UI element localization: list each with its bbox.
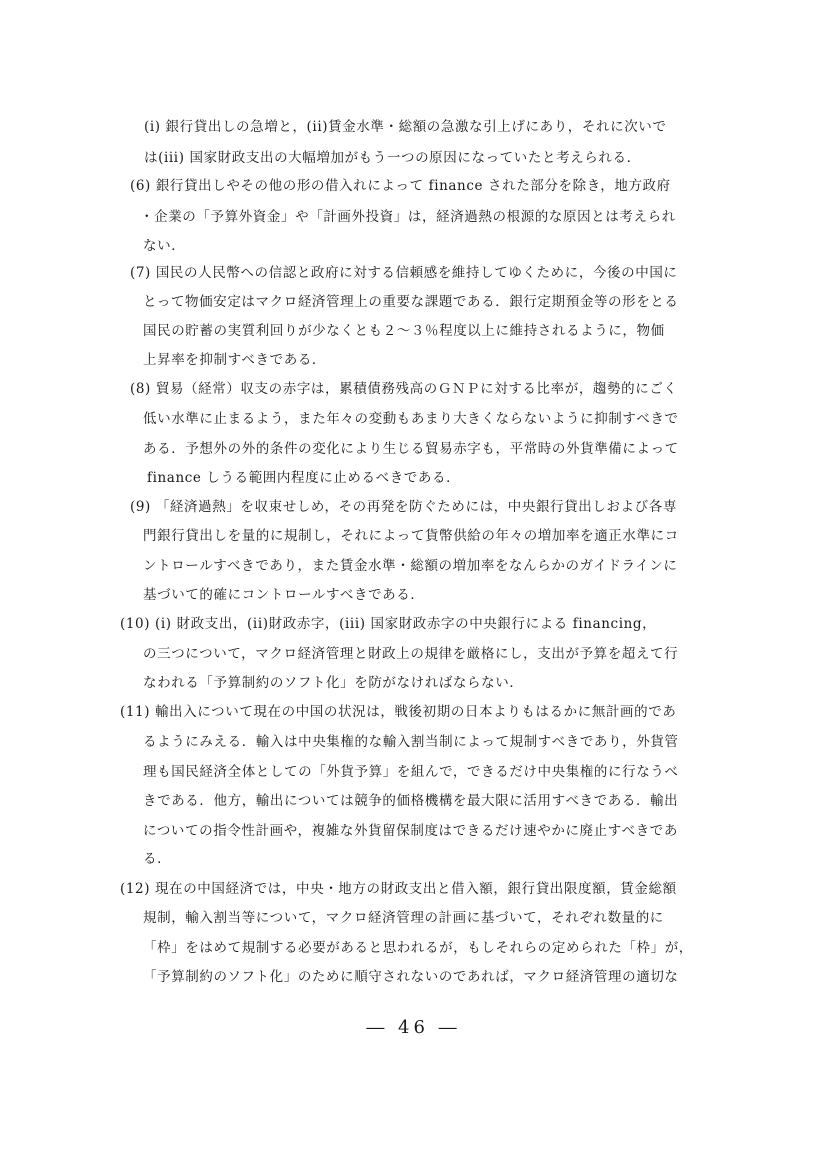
text-line: (6) 銀行貸出しやその他の形の借入れによって finance された部分を除き，地方政府 — [130, 178, 671, 194]
text-line: (9) 「経済過熱」を収束せしめ，その再発を防ぐためには，中央銀行貸出しおよび各専 — [130, 499, 677, 515]
text-line: (i) 銀行貸出しの急増と，(ii)賃金水準・総額の急激な引上げにあり，それに次いで — [144, 119, 667, 135]
text-line: ない． — [143, 238, 186, 254]
text-line: 「枠」をはめて規制する必要があると思われるが，もしそれらの定められた「枠」が， — [143, 940, 693, 956]
text-line: の三つについて，マクロ経済管理と財政上の規律を厳格にし，支出が予算を超えて行 — [143, 646, 679, 662]
text-line: なわれる「予算制約のソフト化」を防がなければならない． — [143, 675, 524, 691]
text-line: ・企業の「予算外資金」や「計画外投資」は，経済過熱の根源的な原因とは考えられ — [140, 209, 676, 225]
text-line: (7) 国民の人民幣への信認と政府に対する信頼感を維持してゆくために，今後の中国に — [130, 265, 678, 281]
text-line: とって物価安定はマクロ経済管理上の重要な課題である．銀行定期預金等の形をとる — [143, 294, 679, 310]
text-line: きである．他方，輸出については競争的価格機構を最大限に活用すべきである．輸出 — [143, 793, 679, 809]
text-line: 門銀行貸出しを量的に規制し，それによって貨幣供給の年々の増加率を適正水準にコ — [143, 528, 679, 544]
text-line: は(iii) 国家財政支出の大幅増加がもう一つの原因になっていたと考えられる． — [144, 150, 641, 166]
text-line: (11) 輸出入について現在の中国の状況は，戦後初期の日本よりもはるかに無計画的であ — [120, 704, 677, 720]
text-line: 低い水準に止まるよう，また年々の変動もあまり大きくならないように抑制すべきで — [143, 411, 679, 427]
text-line: ントロールすべきであり，また賃金水準・総額の増加率をなんらかのガイドラインに — [143, 558, 678, 574]
text-line: 規制，輸入割当等について，マクロ経済管理の計画に基づいて，それぞれ数量的に — [143, 910, 664, 926]
text-line: (10) (i) 財政支出，(ii)財政赤字，(iii) 国家財政赤字の中央銀行による financing， — [120, 616, 657, 632]
text-line: 上昇率を抑制すべきである． — [143, 352, 327, 368]
text-line: 基づいて的確にコントロールすべきである． — [143, 587, 425, 603]
text-line: (8) 貿易（経常）収支の赤字は，累積債務残高のＧＮＰに対する比率が，趨勢的にごく — [130, 381, 678, 397]
page-number: ― 46 ― — [366, 1017, 461, 1038]
text-line: る． — [143, 851, 172, 867]
text-line: についての指令性計画や，複雑な外貨留保制度はできるだけ速やかに廃止すべきであ — [143, 823, 678, 839]
text-line: 国民の貯蓄の実質利回りが少なくとも２～３％程度以上に維持されるように，物価 — [143, 323, 665, 339]
text-line: ある．予想外の外的条件の変化により生じる貿易赤字も，平常時の外貨準備によって — [143, 441, 679, 457]
text-line: 理も国民経済全体としての「外貨予算」を組んで，できるだけ中央集権的に行なうべ — [143, 764, 679, 780]
text-line: るようにみえる．輸入は中央集権的な輸入割当制によって規制すべきであり，外貨管 — [143, 734, 679, 750]
text-line: (12) 現在の中国経済では，中央・地方の財政支出と借入額，銀行貸出限度額，賃金総額 — [120, 881, 677, 897]
text-line: 「予算制約のソフト化」のために順守されないのであれば，マクロ経済管理の適切な — [143, 969, 679, 985]
text-line: finance しうる範囲内程度に止めるべきである． — [147, 470, 461, 486]
